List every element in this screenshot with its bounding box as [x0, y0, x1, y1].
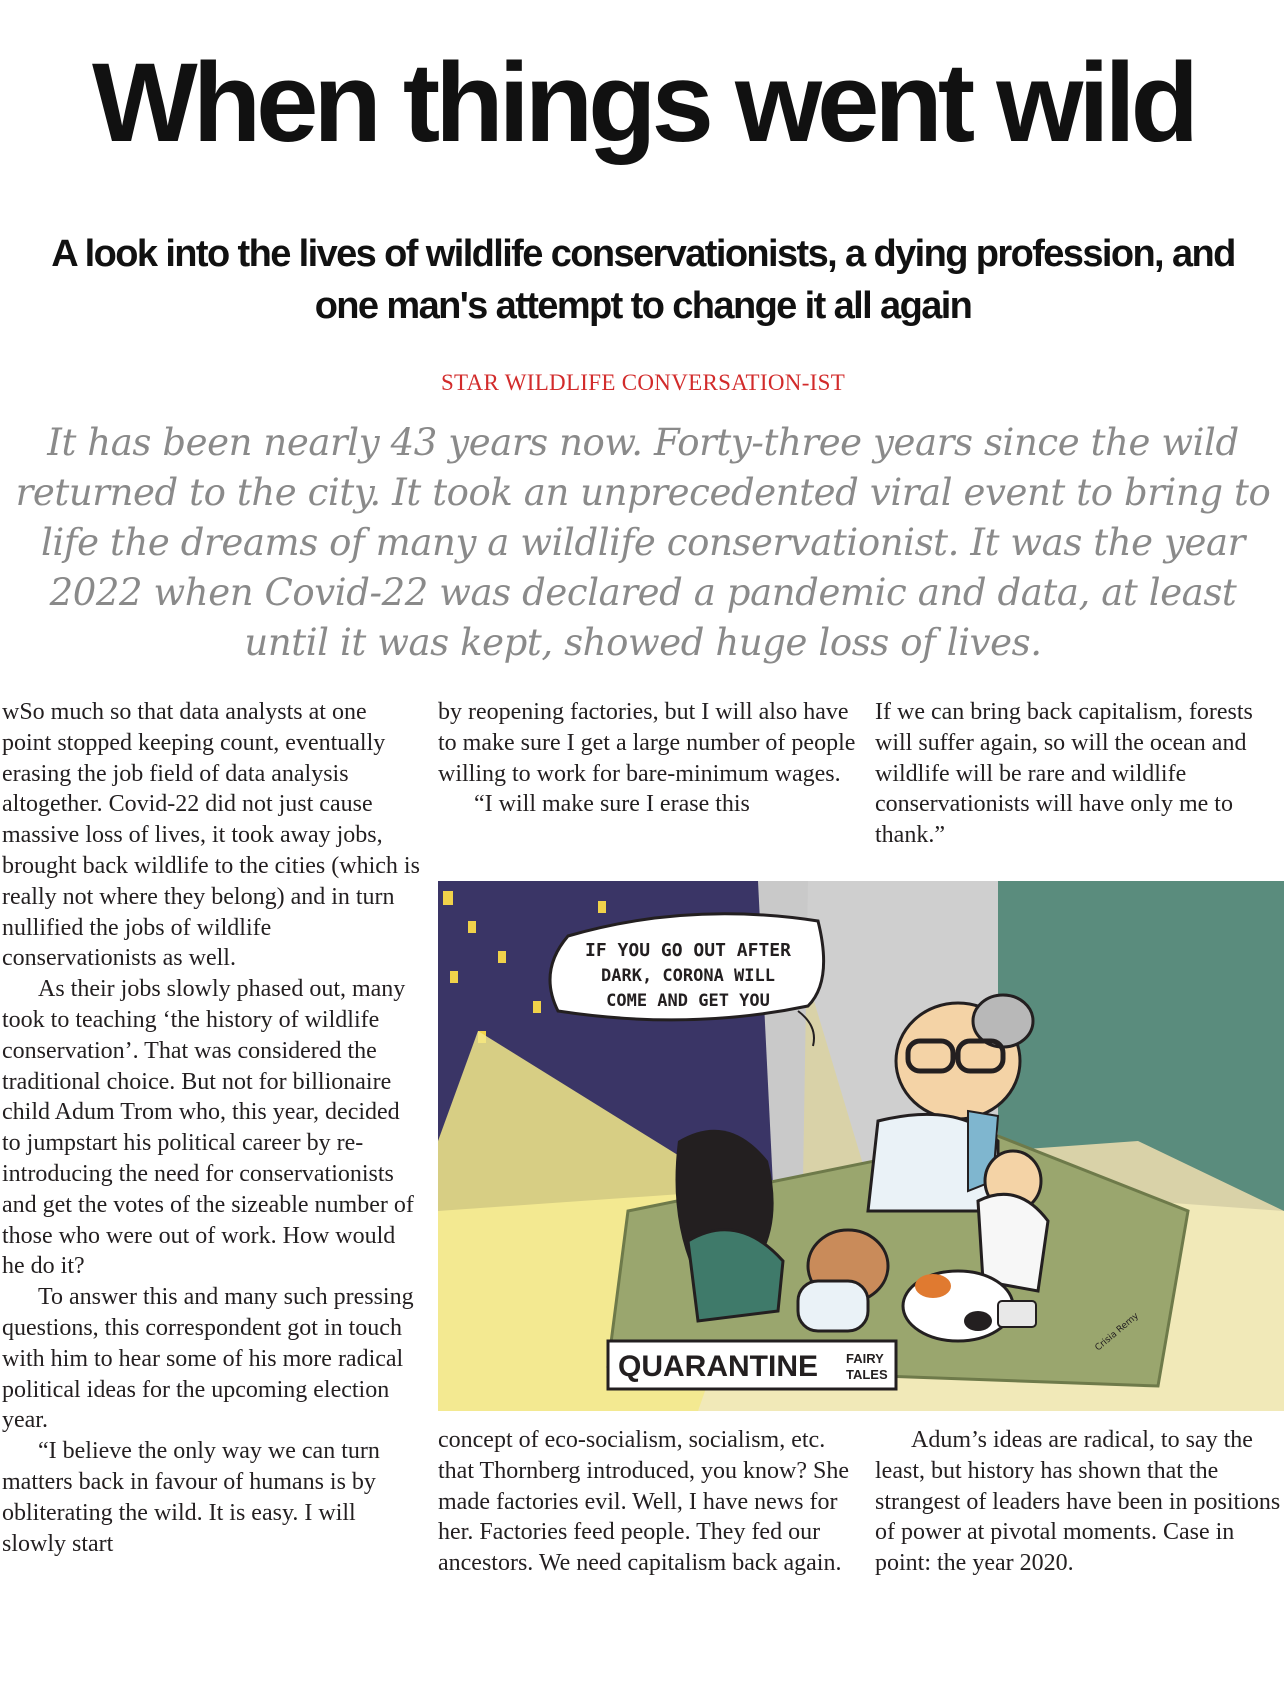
paragraph: concept of eco-socialism, socialism, etc. that Thornberg introduced, you know? She made factories evil. Well, I have news for her. Factories feed people. They fed our ancestors. We need capitalism back again. [438, 1427, 850, 1577]
body-column-3-bottom [875, 1425, 1285, 1579]
byline: STAR WILDLIFE CONVERSATION-IST [440, 370, 846, 395]
headline: When things went wild [91, 40, 1194, 165]
speech-line-1: IF YOU GO OUT AFTER [585, 940, 791, 961]
standfirst: It has been nearly 43 years now. Forty-three years since the wild returned to the city. It took an unprecedented viral event to bring to life the dreams of many a wildlife conservationist. It was the year 2022 when Covid-22 was declared a pandemic and data, at least until it was kept, showed huge loss of lives. [15, 421, 1271, 664]
paragraph: “I believe the only way we can turn matters back in favour of humans is by obliterating the wild. It is easy. I will slowly start [2, 1438, 380, 1557]
body-column-1 [2, 697, 420, 1559]
paragraph: wSo much so that data analysts at one point stopped keeping count, eventually erasing the job field of data analysis altogether. Covid-22 did not just cause massive loss of lives, it took away jobs, brought back wildlife to the cities (which is really not where they belong) and in turn nullified the jobs of wildlife conservationists as well. [2, 699, 420, 972]
paragraph: If we can bring back capitalism, forests will suffer again, so will the ocean and wildlife will be rare and wildlife conservationists will have only me to thank.” [875, 699, 1253, 849]
speech-line-2: DARK, CORONA WILL [601, 966, 775, 986]
speech-line-3: COME AND GET YOU [606, 991, 770, 1011]
artist-signature: Crisia Remy [1093, 1311, 1141, 1354]
paragraph: To answer this and many such pressing questions, this correspondent got in touch with him to hear some of his more radical political ideas for the upcoming election year. [2, 1284, 414, 1434]
paragraph: Adum’s ideas are radical, to say the least, but history has shown that the strangest of leaders have been in positions of power at pivotal moments. Case in point: the year 2020. [875, 1427, 1281, 1577]
banner-top: FAIRY [846, 1351, 884, 1366]
paragraph: by reopening factories, but I will also have to make sure I get a large number of people willing to work for bare-minimum wages. [438, 699, 856, 787]
deck-subtitle: A look into the lives of wildlife conservationists, a dying profession, and one man's attempt to change it all again [51, 233, 1235, 327]
body-column-3-top [875, 697, 1285, 851]
body-column-2-bottom [438, 1425, 858, 1579]
paragraph: As their jobs slowly phased out, many took to teaching ‘the history of wildlife conservation’. That was considered the traditional choice. But not for billionaire child Adum Trom who, this year, decided to jumpstart his political career by re-introducing the need for conservationists and get the votes of the sizeable number of those who were out of work. How would he do it? [2, 976, 414, 1280]
banner-main: QUARANTINE [618, 1350, 818, 1383]
body-column-2-top [438, 697, 858, 820]
banner-bottom: TALES [846, 1367, 888, 1382]
paragraph: “I will make sure I erase this [474, 791, 750, 818]
quarantine-cartoon-illustration [438, 881, 1284, 1411]
